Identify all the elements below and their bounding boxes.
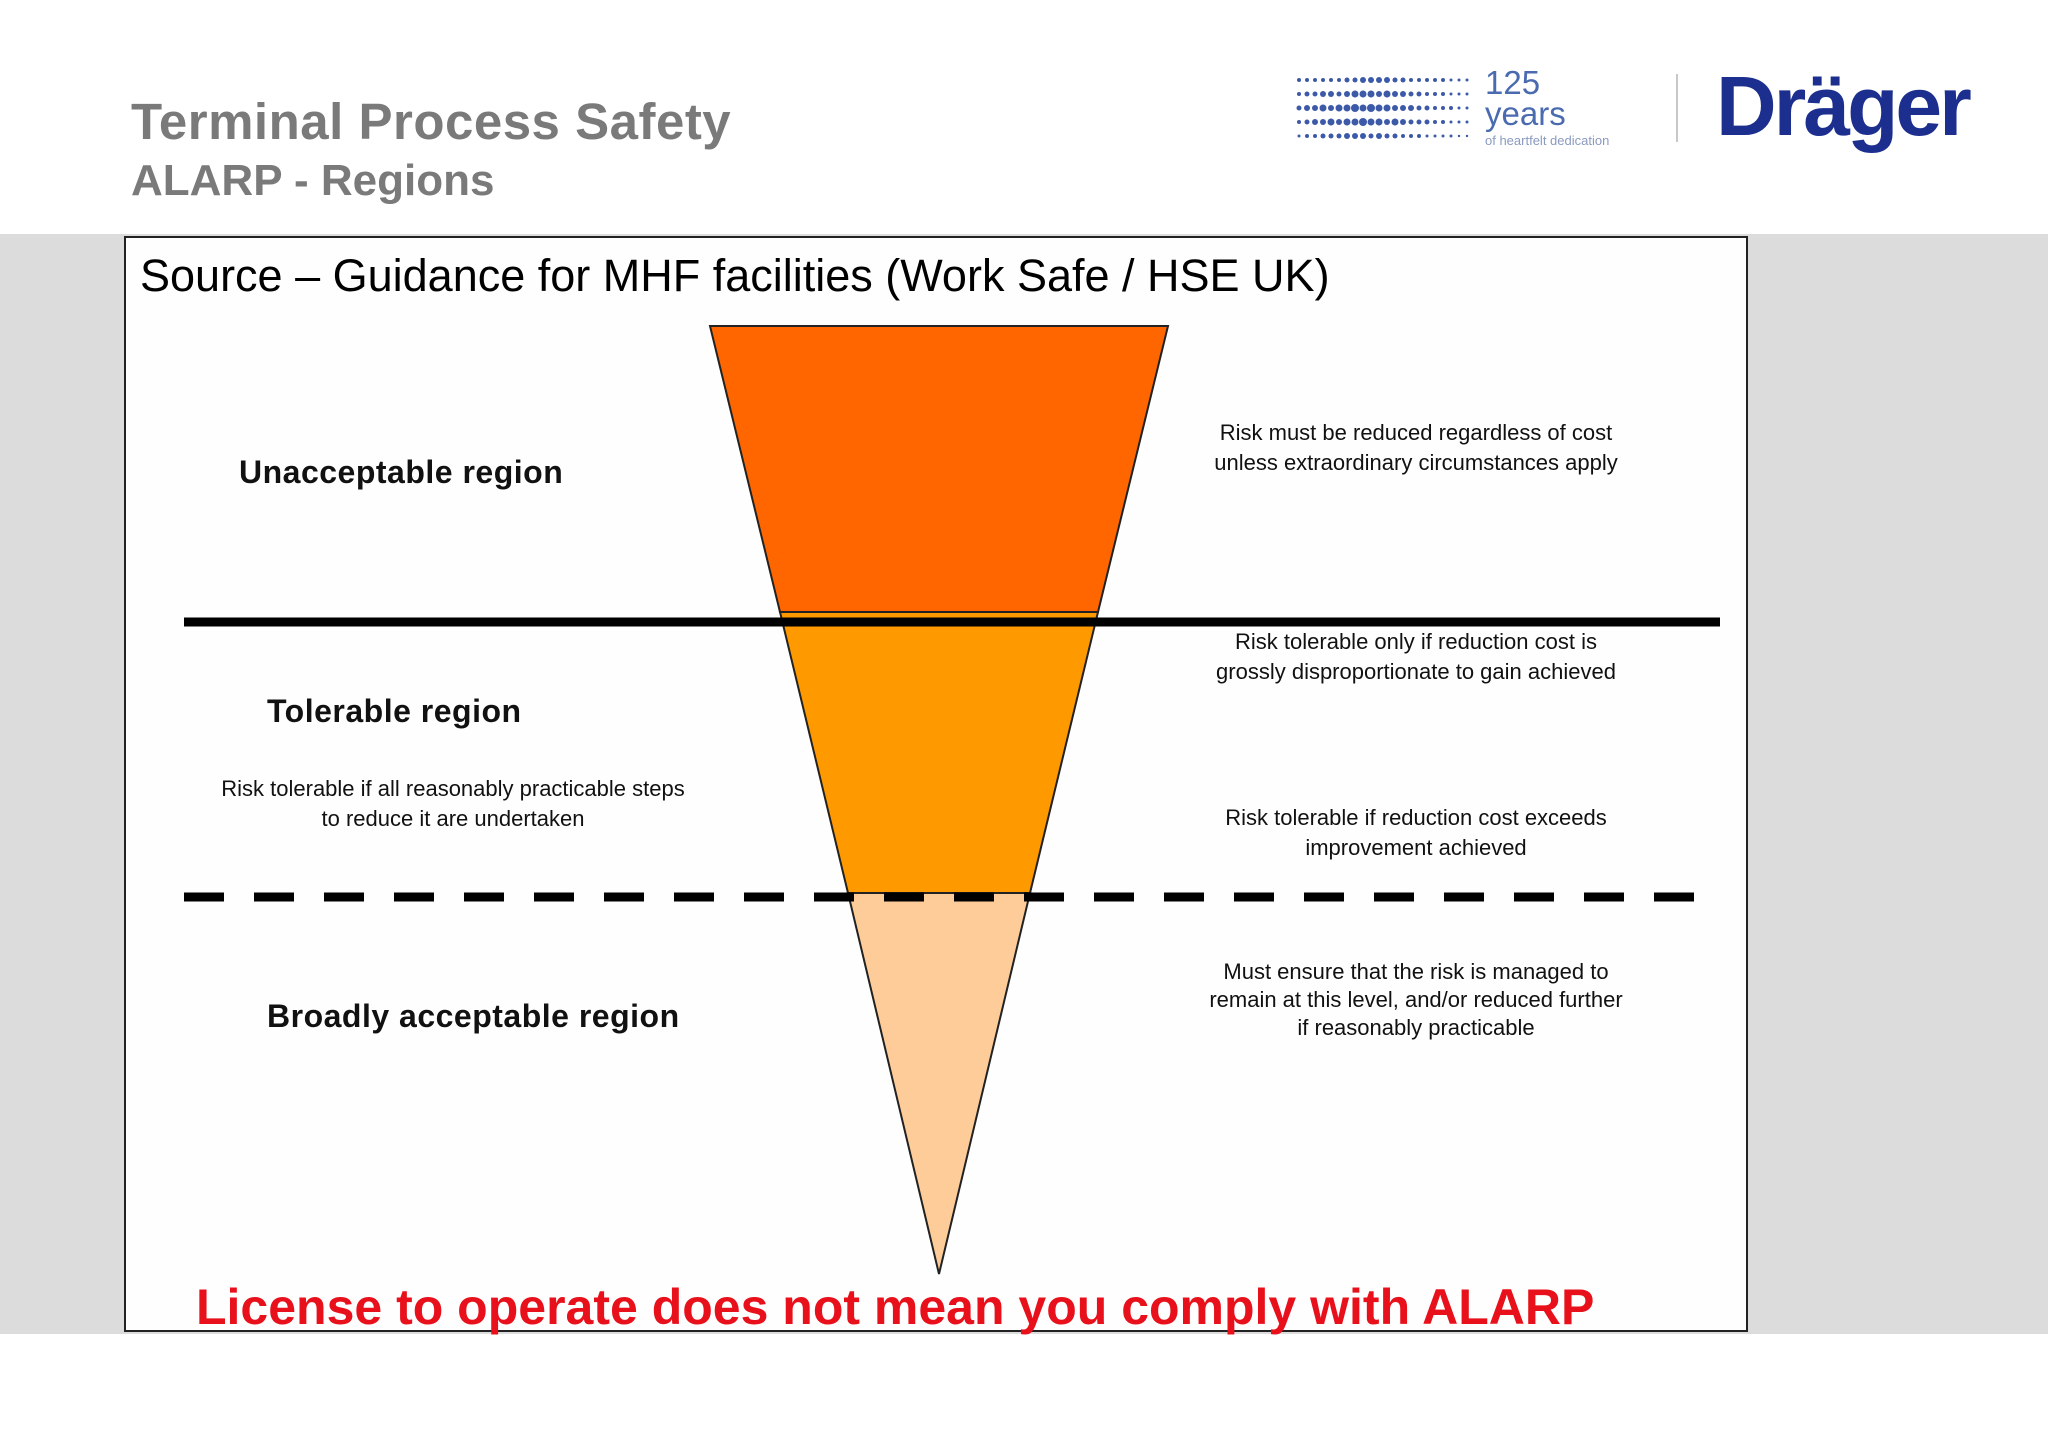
note-line: Risk must be reduced regardless of cost bbox=[1219, 420, 1613, 445]
tolerable-region-description bbox=[194, 774, 712, 834]
tolerable-description-line: to reduce it are undertaken bbox=[321, 806, 585, 831]
anniversary-tagline: of heartfelt dedication bbox=[1485, 133, 1610, 148]
tolerable-upper-note bbox=[1166, 627, 1666, 687]
broadly-acceptable-region-band bbox=[848, 893, 1030, 1274]
brand-logo: Dräger bbox=[1716, 59, 1969, 153]
anniversary-word: years bbox=[1485, 95, 1566, 132]
note-line: Risk tolerable only if reduction cost is bbox=[1235, 629, 1597, 654]
note-line: remain at this level, and/or reduced further bbox=[1209, 987, 1623, 1012]
broadly-acceptable-region-label: Broadly acceptable region bbox=[267, 998, 680, 1034]
anniversary-dots-logo bbox=[1295, 74, 1477, 144]
source-caption: Source – Guidance for MHF facilities (Work Safe / HSE UK) bbox=[140, 250, 1330, 301]
tolerable-lower-note bbox=[1166, 803, 1666, 863]
unacceptable-region-band bbox=[710, 326, 1168, 612]
unacceptable-region-label: Unacceptable region bbox=[239, 454, 564, 490]
anniversary-number: 125 bbox=[1485, 64, 1541, 101]
tolerable-description-line: Risk tolerable if all reasonably practicable steps bbox=[221, 776, 685, 801]
note-line: unless extraordinary circumstances apply bbox=[1214, 450, 1618, 475]
page-title: Terminal Process Safety bbox=[131, 93, 732, 150]
anniversary-text bbox=[1485, 66, 1609, 147]
note-line: Risk tolerable if reduction cost exceeds bbox=[1225, 805, 1607, 830]
alarp-warning: License to operate does not mean you comply with ALARP bbox=[196, 1279, 1595, 1335]
broadly-acceptable-note bbox=[1166, 958, 1666, 1042]
tolerable-region-band bbox=[780, 612, 1098, 893]
page-subtitle: ALARP - Regions bbox=[131, 156, 495, 205]
note-line: Must ensure that the risk is managed to bbox=[1223, 959, 1609, 984]
tolerable-region-label: Tolerable region bbox=[267, 693, 522, 729]
logo-divider bbox=[1676, 74, 1678, 142]
unacceptable-note bbox=[1166, 418, 1666, 478]
note-line: grossly disproportionate to gain achieved bbox=[1216, 659, 1616, 684]
note-line: improvement achieved bbox=[1305, 835, 1527, 860]
note-line: if reasonably practicable bbox=[1297, 1015, 1535, 1040]
